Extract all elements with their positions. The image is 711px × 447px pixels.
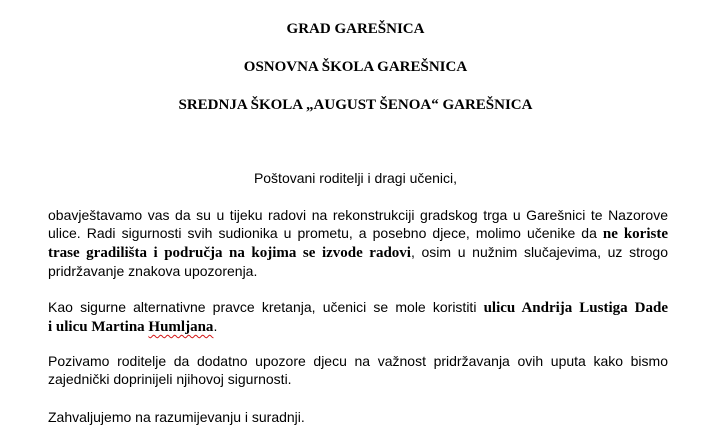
heading-primary-school: OSNOVNA ŠKOLA GAREŠNICA: [243, 59, 468, 75]
paragraph-notice: [48, 206, 668, 280]
notice-bold-text: ne koriste: [602, 226, 668, 242]
paragraph-thanks: [48, 408, 668, 426]
paragraph-notice-line-4: pridržavanje znakova upozorenja.: [48, 263, 258, 279]
paragraph-alternatives-line-2: [48, 317, 668, 336]
notice-text: , osim u nužnim slučajevima, uz strogo: [410, 244, 668, 260]
alternatives-text: Kao sigurne alternativne pravce kretanja, učenici se mole koristiti: [48, 299, 484, 315]
alternatives-text: .: [213, 318, 218, 334]
paragraph-notice-line-1: obavještavamo vas da su u tijeku radovi na rekonstrukciji gradskog trga u Garešnici te Nazorove: [48, 207, 668, 223]
paragraph-parents: [48, 352, 668, 388]
paragraph-notice-line-3: [48, 243, 668, 262]
paragraph-parents-line-2: zajednički doprinijeli njihovoj sigurnosti.: [48, 371, 292, 387]
paragraph-thanks-line-1: Zahvaljujemo na razumijevanju i suradnji.: [48, 409, 305, 425]
heading-city: GRAD GAREŠNICA: [286, 21, 425, 37]
notice-text: ulice. Radi sigurnosti svih sudionika u prometu, a posebno djece, molimo učenike da: [48, 225, 603, 241]
street-name-bold: i ulicu Martina: [48, 319, 149, 335]
greeting: Poštovani roditelji i dragi učenici,: [253, 170, 458, 186]
paragraph-alternatives-line-1: [48, 298, 668, 317]
paragraph-notice-line-2: [48, 224, 668, 243]
street-name-bold: ulicu Andrija Lustiga Dade: [483, 300, 668, 316]
paragraph-alternatives: [48, 298, 668, 336]
paragraph-parents-line-1: Pozivamo roditelje da dodatno upozore djecu na važnost pridržavanja ovih uputa kako bismo: [48, 353, 668, 369]
spellcheck-flagged-word[interactable]: Humljana: [148, 319, 214, 335]
notice-bold-text: trase gradilišta i područja na kojima se izvode radovi: [48, 245, 411, 261]
heading-secondary-school: SREDNJA ŠKOLA „AUGUST ŠENOA“ GAREŠNICA: [178, 97, 533, 113]
